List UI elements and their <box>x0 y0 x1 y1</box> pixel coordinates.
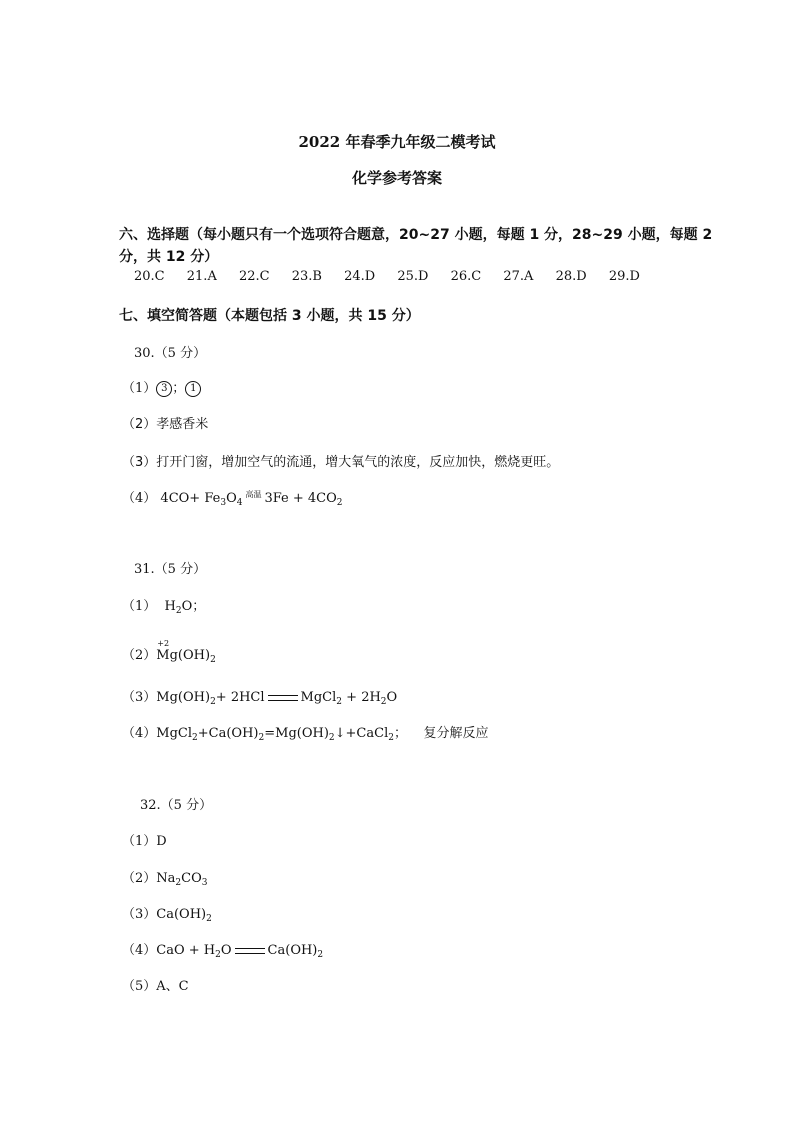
q31-part2: （2） +2 $Mg(OH)_2$ <box>122 639 216 665</box>
circled-number: 1 <box>185 381 201 397</box>
q32-label: 32.（5 分） <box>140 798 213 813</box>
q32-part2: $(2)Na_2CO_3$ <box>122 871 208 888</box>
section7-heading: 七、填空简答题（本题包括 3 小题，共 15 分） <box>119 308 420 324</box>
q32-part3: $(3)Ca(OH)_2$ <box>122 907 212 924</box>
page-subtitle: 化学参考答案 <box>351 169 442 187</box>
q30-part3: （3）打开门窗，增加空气的流通，增大氧气的浓度，反应加快，燃烧更旺。 <box>122 455 560 470</box>
equals-sign <box>235 948 265 954</box>
section6-heading-line2: 分，共 12 分） <box>119 249 219 265</box>
q32-part1: （1）D <box>122 834 167 849</box>
q31-label: 31.（5 分） <box>134 562 207 577</box>
valence-mark: +2 <box>157 639 170 648</box>
answer-item: 25.D <box>397 269 429 284</box>
reaction-type: 复分解反应 <box>423 726 489 741</box>
answer-item: 20.C <box>134 269 165 284</box>
circled-number: 3 <box>156 381 172 397</box>
q31-part1: （1） $H_2O$； <box>122 599 206 616</box>
answer-item: 23.B <box>291 269 322 284</box>
section6-heading-line1: 六、选择题（每小题只有一个选项符合题意，20~27 小题，每题 1 分，28~29 小题，每题 2 <box>119 227 713 243</box>
page-title: 2022 年春季九年级二模考试 <box>298 133 496 151</box>
answer-item: 29.D <box>608 269 640 284</box>
q32-part4-equation: $(4)CaO + H_2O$ $Ca(OH)_2$ <box>122 943 324 960</box>
q31-part3-equation: $(3)Mg(OH)_2+ 2HCl$ MgCl$_2$ + $2H_2O$ <box>122 690 398 707</box>
q30-part1: （1） 3 ； 1 <box>122 377 201 397</box>
answer-item: 28.D <box>555 269 587 284</box>
q30-part4-equation: （4） $4CO+ Fe_3O_4$高温 $3Fe + 4CO_2$ <box>122 490 343 508</box>
q30-part2: （2）孝感香米 <box>122 417 209 432</box>
reaction-condition: 高温 <box>245 490 262 499</box>
answer-item: 22.C <box>238 269 270 284</box>
answer-item: 26.C <box>450 269 482 284</box>
answer-item: 27.A <box>503 269 534 284</box>
section6-answers <box>134 269 658 284</box>
answer-item: 21.A <box>186 269 217 284</box>
q31-part4-equation: $(4)MgCl_2+Ca(OH)_2=Mg(OH)_2↓+CaCl_2$； 复分解反应 <box>122 726 489 743</box>
equals-sign <box>268 695 298 701</box>
answer-item: 24.D <box>344 269 376 284</box>
q30-label: 30.（5 分） <box>134 346 207 361</box>
q32-part5: （5）A、C <box>122 979 189 994</box>
